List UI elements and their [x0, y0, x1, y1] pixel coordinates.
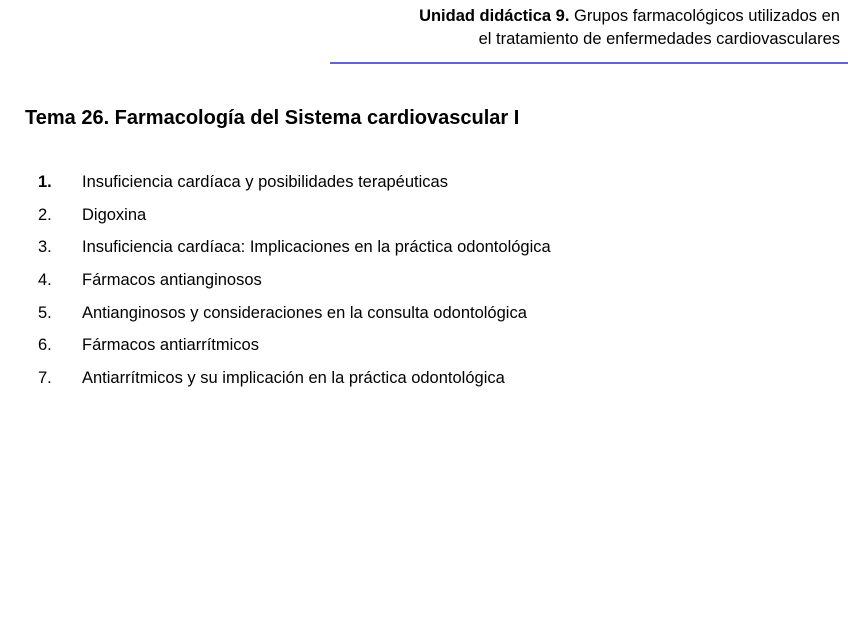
unit-label: Unidad didáctica 9. — [419, 7, 570, 25]
unit-title-part-2: el tratamiento de enfermedades cardiovasculares — [478, 30, 840, 48]
list-item — [38, 362, 551, 395]
list-item — [38, 199, 551, 232]
header-divider — [330, 62, 848, 64]
topic-list — [38, 166, 551, 395]
item-number: 3. — [38, 238, 52, 257]
item-text: Fármacos antianginosos — [82, 270, 262, 289]
header-line-1 — [340, 5, 840, 28]
list-item — [38, 166, 551, 199]
unit-title-part-1: Grupos farmacológicos utilizados en — [569, 7, 840, 25]
item-text: Antiarrítmicos y su implicación en la práctica odontológica — [82, 368, 505, 387]
item-number: 4. — [38, 270, 52, 289]
item-number: 6. — [38, 336, 52, 355]
item-number: 2. — [38, 205, 52, 224]
topic-title: Tema 26. Farmacología del Sistema cardiovascular I — [25, 107, 520, 129]
list-item — [38, 264, 551, 297]
item-text: Digoxina — [82, 205, 147, 224]
item-text: Insuficiencia cardíaca: Implicaciones en la práctica odontológica — [82, 238, 551, 257]
list-item — [38, 329, 551, 362]
item-number: 5. — [38, 303, 52, 322]
item-text: Insuficiencia cardíaca y posibilidades terapéuticas — [82, 172, 448, 191]
item-text: Antianginosos y consideraciones en la consulta odontológica — [82, 303, 527, 322]
slide-header — [340, 5, 840, 51]
list-item — [38, 297, 551, 330]
item-text: Fármacos antiarrítmicos — [82, 336, 259, 355]
list-item — [38, 231, 551, 264]
item-number: 7. — [38, 368, 52, 387]
item-number: 1. — [38, 172, 52, 191]
